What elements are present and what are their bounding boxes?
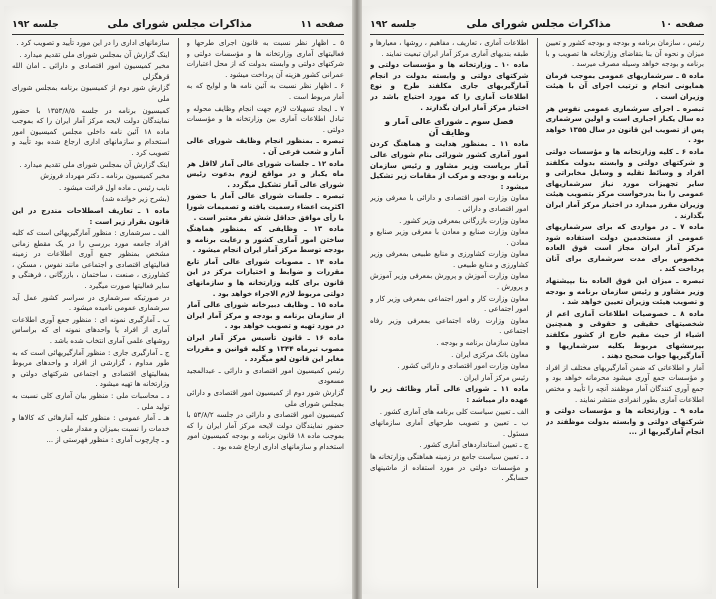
paragraph: ماده ۵ ـ سرشماریهای عمومی بموجب فرمان همایونی انجام و ترتیب اجرای آن با هیئت وزیران است .	[545, 70, 704, 101]
paragraph: سازمانهای اداری را در این مورد تأیید و تصویب کرد .	[16, 38, 170, 47]
paragraph: ماده ۱۳ ـ وظایفی که بمنظور هماهنگ ساختن امور آماری کشور و رعایت برنامه و بودجه توسط مرکز آمار ایران انجام میشود .	[186, 224, 344, 255]
paragraph: مخبر کمیسیون امور اقتصادی و دارائی ـ امان الله قرهگزلی	[12, 61, 170, 81]
paragraph: معاون بانک مرکزی ایران .	[451, 349, 529, 359]
left-page-session: جلسه ۱۹۲	[12, 18, 59, 30]
paragraph: ب ـ تعیین و تصویب طرحهای آماری سازمانهای مسئول .	[370, 418, 529, 438]
paragraph: ماده ۸ ـ خصوصیات اطلاعات آماری اعم از شخصیتهای حقیقی و حقوقی و همچنین اشیاء از حیث مقیم خارج از کشور مکلفند بپرسشهای مربوط بکلیه سرشماریها و آمارگیریها جواب صحیح دهند .	[545, 308, 704, 361]
paragraph: معاون وزارت بازرگانی بمعرفی وزیر کشور .	[399, 215, 529, 225]
paragraph: مخبر کمیسیون برنامه ـ دکتر مهرداد فروزش	[40, 171, 170, 181]
paragraph: ب ـ آمارگیری نمونه ای : منظور جمع آوری اطلاعات آماری از افراد یا واحدهای نمونه ای که براساس روشهای علمی آماری انتخاب شده باشد .	[12, 314, 170, 346]
paragraph: (بشرح زیر خوانده شد)	[101, 194, 170, 204]
paragraph: هـ ـ آمار عمومی : منظور کلیه آمارهائی که کالاها و خدمات را نسبت بمیزان و مقدار ملی .	[12, 413, 170, 433]
paragraph: ماده ۶ ـ کلیه وزارتخانه ها و مؤسسات دولتی و شرکتهای دولتی و وابسته بدولت مکلفند افراد و وسائط نقلیه و وسایل مخابراتی و سایر تجهیزات مورد نیاز سرشماریهای عمومی را بنا بدرخواست مرکز بتصویب هیئت وزیران مقرر میدارد در اختیار مرکز آمار ایران بگذارند .	[545, 146, 704, 220]
paragraph: و ـ چارچوب آماری : منظور فهرستی از ...	[46, 435, 170, 445]
paragraph: ماده ۱۱ ـ شورای عالی آمار وظائف زیر را عهده دار میباشد :	[370, 384, 529, 404]
paragraph: تبصره ـ جلسات شورای عالی آمار با حضور اکثریت اعضاء رسمیت یافته و تصمیمات شورا با رأی موافق حداقل شش نفر معتبر است .	[186, 191, 344, 222]
left-page-columns	[12, 38, 344, 588]
right-page-columns	[370, 38, 704, 588]
left-page-number: صفحه ۱۱	[300, 18, 344, 30]
paragraph: تبصره ـ بمنظور انجام وظایف شورای عالی آمار و شعب فرعی آن .	[186, 136, 344, 156]
paragraph: معاون سازمان برنامه و بودجه .	[436, 338, 529, 348]
paragraph: ماده ۱ ـ تعاریف اصطلاحات مندرج در این قانون بقرار زیر است :	[12, 205, 170, 226]
left-page-title: مذاکرات مجلس شورای ملی	[107, 18, 253, 30]
right-page	[362, 6, 712, 594]
right-page-number: صفحه ۱۰	[660, 18, 704, 30]
left-page-right-column	[187, 38, 345, 588]
column-divider	[178, 38, 179, 588]
paragraph: اینک گزارش آن بمجلس شورای ملی تقدیم میدارد .	[19, 159, 170, 169]
right-page-title: مذاکرات مجلس شورای ملی	[466, 18, 612, 30]
column-divider	[537, 38, 538, 588]
paragraph: معاون وزارت کار و امور اجتماعی بمعرفی وزیر کار و امور اجتماعی .	[370, 293, 529, 314]
paragraph: ج ـ تعیین استانداردهای آماری کشور .	[419, 440, 529, 450]
left-page	[4, 6, 352, 594]
paragraph: ماده ۱۱ ـ بمنظور هدایت و هماهنگ کردن امور آماری کشور شورائی بنام شورای عالی آمار برپاست وزیر مشاور و رئیس سازمان برنامه و بودجه و مرکب از مقامات زیر تشکیل میشود :	[370, 139, 529, 191]
paragraph: ۷ ـ ایجاد تسهیلات لازم جهت انجام وظایف محوله و تبادل اطلاعات آماری بین وزارتخانه ها و مؤسسات دولتی .	[186, 103, 344, 134]
paragraph: ج ـ آمارگیری جاری : منظور آمارگیریهائی است که به طور مداوم ، گزارشی از افراد و واحدهای مربوط بفعالیتهای اقتصادی و اجتماعی شرکتهای دولتی و وزارتخانه ها تهیه میشود .	[12, 347, 170, 389]
paragraph: ۵ ـ اظهار نظر نسبت به قانون اجرای طرحها و فعالیتهای آماری وزارتخانه ها و مؤسسات دولتی و شرکتهای دولتی و وابسته بدولت که از محل اعتبارات عمرانی کشور هزینه آن پرداخت میشود .	[186, 38, 344, 79]
paragraph: کمیسیون امور اقتصادی و دارائی در جلسه ۵۳/۸/۲ با حضور نمایندگان دولت لایحه مرکز آمار ایران را که بموجب ماده ۱۸ قانون برنامه و بودجه کمیسیون امور استخدام و سازمانهای اداری ارجاع شده بود .	[186, 410, 344, 451]
paragraph: ماده ۱۶ ـ قانون تأسیس مرکز آمار ایران مصوب تیرماه ۱۳۴۴ و کلیه قوانین و مقررات مغایر این قانون لغو میگردد .	[186, 333, 344, 364]
right-page-right-column	[546, 38, 705, 588]
paragraph: فصل سوم ـ شورای عالی آمار و وظایف آن	[384, 116, 514, 137]
paragraph: معاون وزارت امور اقتصادی و دارائی با معرفی وزیر امور اقتصادی و دارائی .	[370, 193, 529, 213]
paragraph: معاون وزارت آموزش و پرورش بمعرفی وزیر آموزش و پرورش .	[370, 271, 529, 292]
paragraph: رئیس ، سازمان برنامه و بودجه و بودجه کشور و تعیین میزان و نحوه آن بنا بتقاضای وزارتخانه ها تصویب و با برنامه و بودجه خواهد وسیله مصرف میرسد .	[545, 38, 704, 69]
paragraph: د ـ تعیین سیاست جامع در زمینه هماهنگی وزارتخانه ها و مؤسسات دولتی در مورد استفاده از ماشینهای حسابگر .	[370, 451, 529, 483]
paragraph: در صورتیکه سرشماری در سراسر کشور عمل آید سرشماری عمومی نامیده میشود .	[12, 292, 170, 313]
paragraph: ماده ۱۵ ـ وظایف دبیرخانه شورای عالی آمار از سازمان برنامه و بودجه و مرکز آمار ایران در مورد تهیه و تصویب خواهد بود .	[186, 300, 344, 331]
paragraph: الف ـ سرشماری : منظور آمارگیریهائی است که کلیه افراد جامعه مورد بررسی را در یک مقطع زمانی مشخص بمنظور جمع آوری اطلاعات در زمینه فعالیتهای اقتصادی و اجتماعی مانند نفوس ، مسکن ، کشاورزی ، صنعت ، ساختمان ، بازرگانی ، فرهنگی و سایر فعالیتها صورت میگیرد .	[12, 228, 170, 291]
paragraph: د ـ محاسبات ملی : منظور بیان آماری کلی نسبت به تولید ملی .	[12, 391, 170, 411]
paragraph: تبصره ـ میزان این فوق العاده بنا بپیشنهاد وزیر مشاور و رئیس سازمان برنامه و بودجه و تصویب هیئت وزیران تعیین خواهد شد .	[545, 276, 704, 307]
paragraph: معاون وزارت صنایع و معادن با معرفی وزیر صنایع و معادن .	[370, 227, 529, 247]
book-gutter	[352, 0, 362, 599]
paragraph: الف ـ تعیین سیاست کلی برنامه های آماری کشور .	[379, 406, 529, 416]
paragraph: گزارش شور دوم از کمیسیون امور اقتصادی و دارائی بمجلس شورای ملی	[186, 388, 344, 408]
paragraph: ماده ۹ ـ وزارتخانه ها و مؤسسات دولتی و شرکتهای دولتی و وابسته بدولت موظفند در انجام آمارگیریها از ...	[545, 406, 704, 437]
paragraph: رئیس کمیسیون امور اقتصادی و دارائی ـ عبدالمجید مسعودی	[186, 365, 344, 386]
paragraph: معاون وزارت رفاه اجتماعی بمعرفی وزیر رفاه اجتماعی .	[370, 315, 529, 336]
paragraph: معاون وزارت کشاورزی و منابع طبیعی بمعرفی وزیر کشاورزی و منابع طبیعی .	[370, 249, 529, 269]
paragraph: ماده ۱۰ ـ وزارتخانه ها و مؤسسات دولتی و شرکتهای دولتی و وابسته بدولت در انجام آمارگیریهای جاری مکلفند طرح و نوع اطلاعات آماری را که مورد احتیاج باشد در اختیار مرکز آمار ایران بگذارند .	[370, 60, 529, 112]
paragraph: ۶ ـ اظهار نظر نسبت به آئین نامه ها و لوایح که به آمار مربوط است .	[186, 81, 344, 101]
paragraph: معاون وزارت امور اقتصادی و دارائی کشور .	[397, 361, 529, 371]
paragraph: اینک گزارش آن بمجلس شورای ملی تقدیم میدارد .	[19, 49, 170, 59]
paragraph: نایب رئیس ـ ماده اول قرائت میشود .	[59, 182, 170, 192]
left-page-header	[12, 14, 344, 35]
paragraph: رئیس مرکز آمار ایران .	[459, 372, 529, 382]
paragraph: ماده ۷ ـ در مواردی که برای سرشماریهای عمومی از مستخدمین دولت استفاده شود مرکز آمار ایران مجاز است فوق العاده مخصوص برای مدت سرشماری برای آنان پرداخت کند .	[545, 222, 704, 274]
left-page-left-column	[12, 38, 170, 588]
right-page-left-column	[370, 38, 529, 588]
paragraph: ماده ۱۲ ـ جلسات شورای عالی آمار لااقل هر ماه یکبار و در مواقع لزوم بدعوت رئیس شورای عالی آمار تشکیل میگردد .	[186, 158, 344, 189]
right-page-session: جلسه ۱۹۲	[370, 18, 417, 30]
paragraph: تبصره ـ اجرای سرشماری عمومی نفوس هر ده سال یکبار اجباری است و اولین سرشماری پس از تصویب این قانون در سال ۱۳۵۵ خواهد بود .	[545, 103, 704, 145]
right-page-header	[370, 14, 704, 35]
paragraph: کمیسیون برنامه در جلسه ۱۳۵۳/۸/۵ با حضور نمایندگان دولت لایحه مرکز آمار ایران را که بموجب ماده ۱۸ آئین نامه داخلی مجلس کمیسیون امور استخدام و سازمانهای اداری ارجاع شده بود تأیید و تصویب کرد .	[12, 105, 170, 157]
paragraph: اطلاعات آماری ، تعاریف ، مفاهیم ، روشها ، معیارها و طبقه بندیهای آماری مرکز آمار ایران تبعیت نمایند .	[370, 38, 529, 58]
paragraph: ماده ۱۴ ـ مصوبات شورای عالی آمار تابع مقررات و ضوابط و اختیارات مرکز در این قانون برای کلیه وزارتخانه ها و سازمانهای دولتی مربوط لازم الاجراء خواهد بود .	[186, 256, 344, 298]
paragraph: گزارش شور دوم از کمیسیون برنامه بمجلس شورای ملی	[12, 83, 170, 103]
paragraph: آمار و اطلاعاتی که ضمن آمارگیریهای مختلف از افراد و مؤسسات جمع آوری میشود محرمانه خواهد بود و جمع آوری کنندگان آمار موظفند آنچه را تأیید و مختص اطلاعات آماری بطور انفرادی منتشر نمایند .	[545, 362, 704, 404]
